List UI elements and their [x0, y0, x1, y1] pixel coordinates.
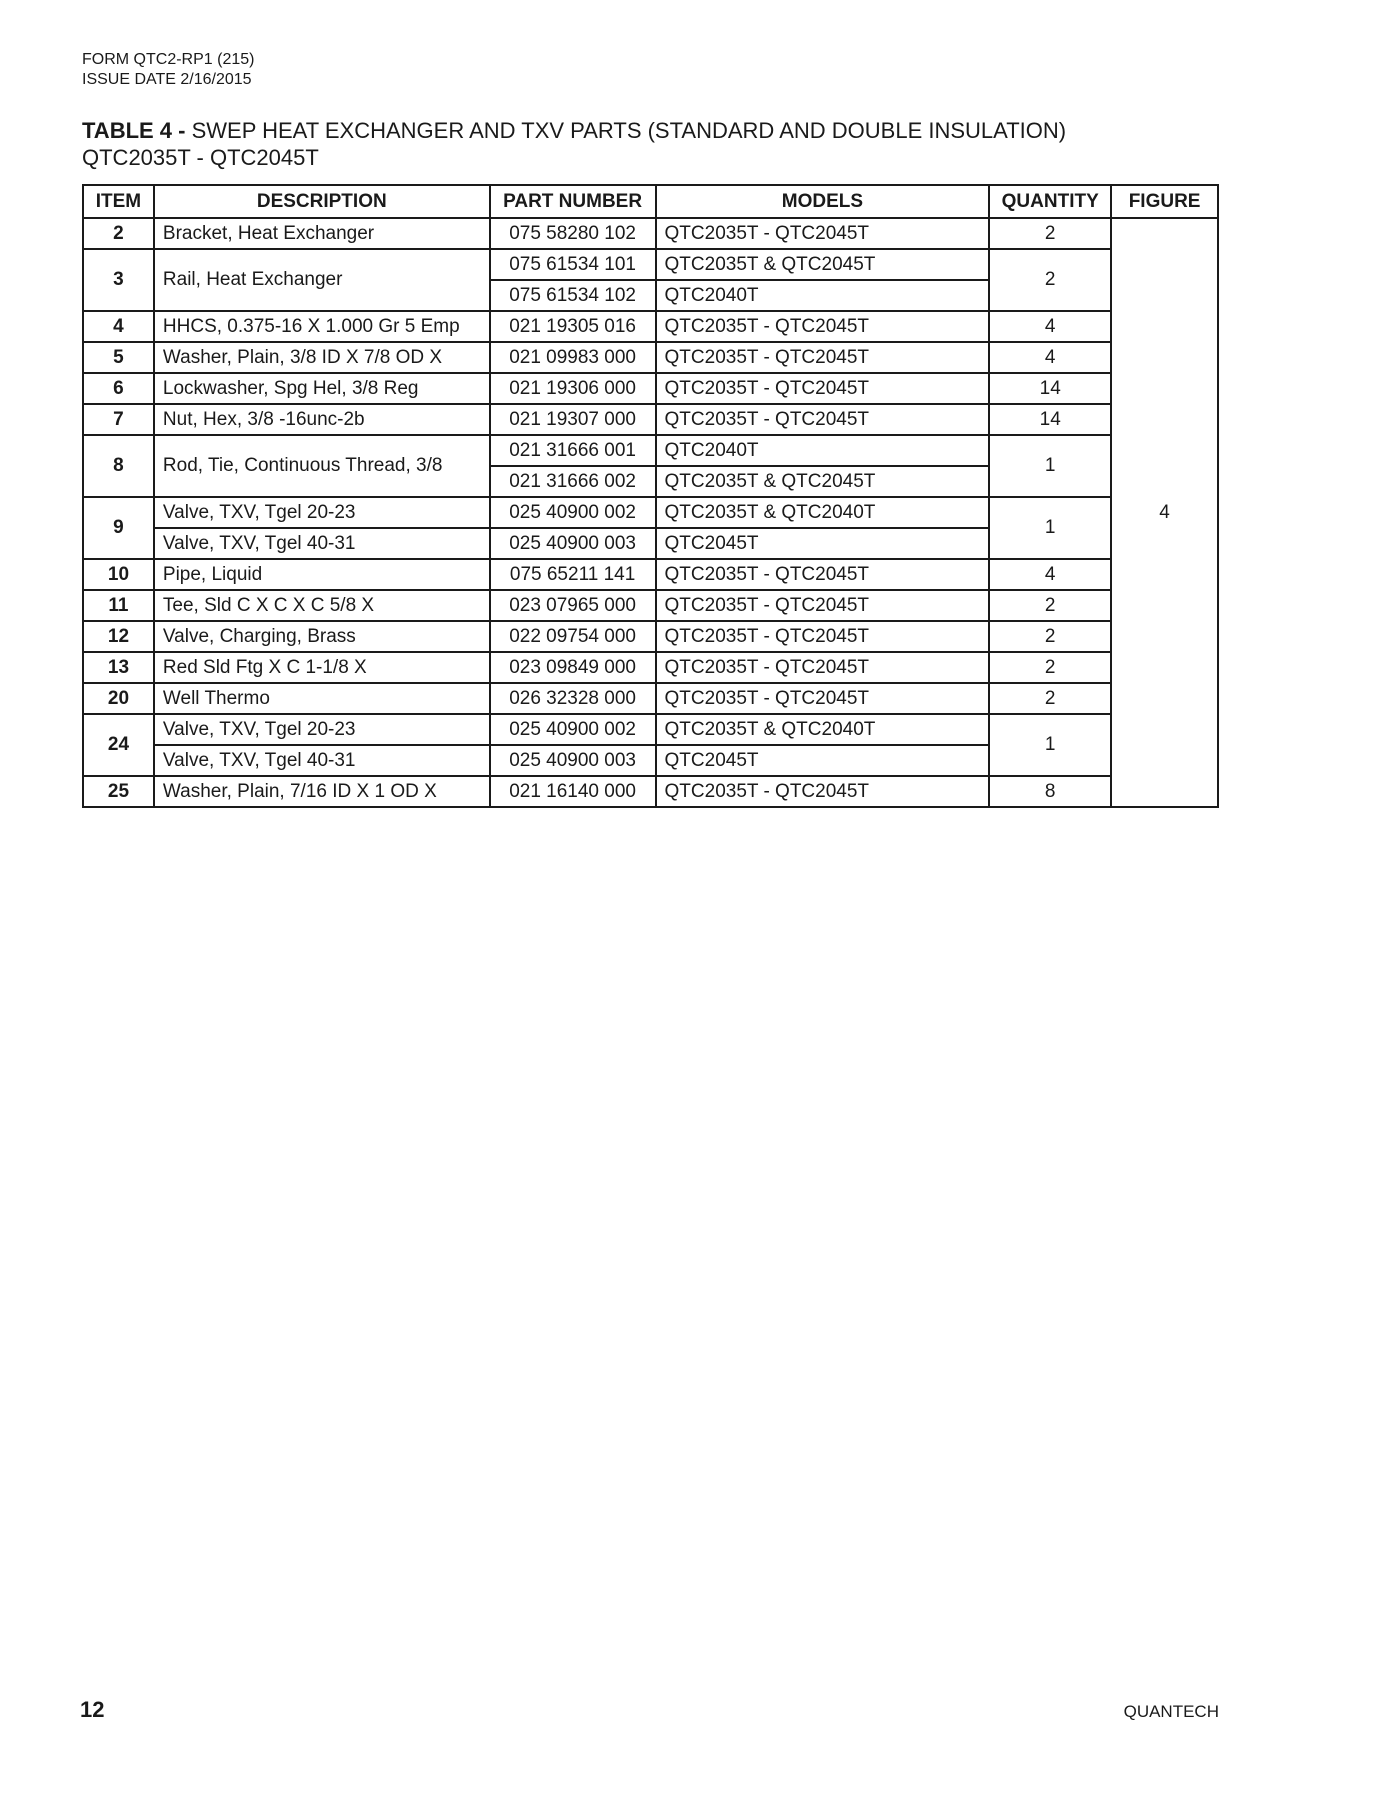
column-header-item: ITEM [83, 185, 154, 218]
models-cell: QTC2035T & QTC2040T [656, 714, 990, 745]
part-number-cell: 021 19305 016 [490, 311, 656, 342]
description-cell: Well Thermo [154, 683, 490, 714]
column-header-quantity: QUANTITY [989, 185, 1111, 218]
part-number-cell: 021 19306 000 [490, 373, 656, 404]
models-cell: QTC2035T - QTC2045T [656, 683, 990, 714]
description-cell: Valve, TXV, Tgel 40-31 [154, 745, 490, 776]
quantity-cell: 4 [989, 342, 1111, 373]
table-body [83, 218, 1218, 807]
table-row [83, 559, 1218, 590]
part-number-cell: 021 19307 000 [490, 404, 656, 435]
part-number-cell: 025 40900 003 [490, 528, 656, 559]
part-number-cell: 025 40900 002 [490, 714, 656, 745]
column-header-models: MODELS [656, 185, 990, 218]
table-row [83, 373, 1218, 404]
models-cell: QTC2035T & QTC2045T [656, 249, 990, 280]
quantity-cell: 2 [989, 218, 1111, 249]
models-cell: QTC2035T & QTC2040T [656, 497, 990, 528]
description-cell: Valve, TXV, Tgel 20-23 [154, 497, 490, 528]
models-cell: QTC2035T - QTC2045T [656, 373, 990, 404]
parts-table [82, 184, 1219, 808]
table-row [83, 342, 1218, 373]
item-number-cell: 3 [83, 249, 154, 311]
quantity-cell: 1 [989, 714, 1111, 776]
table-row [83, 652, 1218, 683]
item-number-cell: 13 [83, 652, 154, 683]
item-number-cell: 24 [83, 714, 154, 776]
table-row [83, 311, 1218, 342]
models-cell: QTC2045T [656, 745, 990, 776]
models-cell: QTC2035T - QTC2045T [656, 776, 990, 807]
form-number: FORM QTC2-RP1 (215) [82, 51, 255, 68]
quantity-cell: 4 [989, 559, 1111, 590]
part-number-cell: 075 61534 101 [490, 249, 656, 280]
part-number-cell: 021 09983 000 [490, 342, 656, 373]
column-header-description: DESCRIPTION [154, 185, 490, 218]
description-cell: Valve, Charging, Brass [154, 621, 490, 652]
part-number-cell: 021 31666 001 [490, 435, 656, 466]
table-header-row [83, 185, 1218, 218]
table-row [83, 621, 1218, 652]
quantity-cell: 14 [989, 373, 1111, 404]
item-number-cell: 6 [83, 373, 154, 404]
part-number-cell: 075 61534 102 [490, 280, 656, 311]
description-cell: Rail, Heat Exchanger [154, 249, 490, 311]
description-cell: Red Sld Ftg X C 1-1/8 X [154, 652, 490, 683]
models-cell: QTC2035T - QTC2045T [656, 404, 990, 435]
description-cell: Valve, TXV, Tgel 40-31 [154, 528, 490, 559]
quantity-cell: 2 [989, 590, 1111, 621]
description-cell: Rod, Tie, Continuous Thread, 3/8 [154, 435, 490, 497]
table-title [82, 117, 1066, 171]
models-cell: QTC2035T - QTC2045T [656, 342, 990, 373]
table-row [83, 435, 1218, 466]
part-number-cell: 026 32328 000 [490, 683, 656, 714]
item-number-cell: 10 [83, 559, 154, 590]
part-number-cell: 025 40900 003 [490, 745, 656, 776]
description-cell: Nut, Hex, 3/8 -16unc-2b [154, 404, 490, 435]
quantity-cell: 8 [989, 776, 1111, 807]
table-title-text: SWEP HEAT EXCHANGER AND TXV PARTS (STANDARD AND DOUBLE INSULATION) [185, 118, 1067, 143]
form-header [82, 50, 254, 90]
models-cell: QTC2035T - QTC2045T [656, 311, 990, 342]
part-number-cell: 023 07965 000 [490, 590, 656, 621]
item-number-cell: 25 [83, 776, 154, 807]
models-cell: QTC2035T - QTC2045T [656, 218, 990, 249]
models-cell: QTC2035T & QTC2045T [656, 466, 990, 497]
description-cell: Pipe, Liquid [154, 559, 490, 590]
table-row [83, 497, 1218, 528]
table-row [83, 404, 1218, 435]
table-row [83, 714, 1218, 745]
item-number-cell: 8 [83, 435, 154, 497]
table-title-models: QTC2035T - QTC2045T [82, 145, 319, 170]
item-number-cell: 11 [83, 590, 154, 621]
column-header-part-number: PART NUMBER [490, 185, 656, 218]
quantity-cell: 2 [989, 621, 1111, 652]
table-title-label: TABLE 4 - [82, 118, 186, 143]
quantity-cell: 2 [989, 249, 1111, 311]
models-cell: QTC2035T - QTC2045T [656, 652, 990, 683]
quantity-cell: 2 [989, 652, 1111, 683]
models-cell: QTC2035T - QTC2045T [656, 621, 990, 652]
description-cell: Lockwasher, Spg Hel, 3/8 Reg [154, 373, 490, 404]
quantity-cell: 1 [989, 497, 1111, 559]
table-row [83, 776, 1218, 807]
table-row [83, 249, 1218, 280]
description-cell: HHCS, 0.375-16 X 1.000 Gr 5 Emp [154, 311, 490, 342]
part-number-cell: 021 31666 002 [490, 466, 656, 497]
issue-date: ISSUE DATE 2/16/2015 [82, 71, 252, 88]
description-cell: Tee, Sld C X C X C 5/8 X [154, 590, 490, 621]
models-cell: QTC2040T [656, 280, 990, 311]
models-cell: QTC2035T - QTC2045T [656, 559, 990, 590]
figure-cell: 4 [1111, 218, 1218, 807]
models-cell: QTC2035T - QTC2045T [656, 590, 990, 621]
item-number-cell: 2 [83, 218, 154, 249]
description-cell: Washer, Plain, 7/16 ID X 1 OD X [154, 776, 490, 807]
table-row [83, 218, 1218, 249]
table-row [83, 683, 1218, 714]
quantity-cell: 4 [989, 311, 1111, 342]
item-number-cell: 5 [83, 342, 154, 373]
part-number-cell: 022 09754 000 [490, 621, 656, 652]
part-number-cell: 021 16140 000 [490, 776, 656, 807]
table-row [83, 590, 1218, 621]
column-header-figure: FIGURE [1111, 185, 1218, 218]
models-cell: QTC2040T [656, 435, 990, 466]
page-number: 12 [80, 1697, 105, 1722]
quantity-cell: 14 [989, 404, 1111, 435]
item-number-cell: 9 [83, 497, 154, 559]
part-number-cell: 025 40900 002 [490, 497, 656, 528]
description-cell: Bracket, Heat Exchanger [154, 218, 490, 249]
item-number-cell: 12 [83, 621, 154, 652]
item-number-cell: 20 [83, 683, 154, 714]
brand-name: QUANTECH [1123, 1702, 1219, 1721]
description-cell: Washer, Plain, 3/8 ID X 7/8 OD X [154, 342, 490, 373]
models-cell: QTC2045T [656, 528, 990, 559]
description-cell: Valve, TXV, Tgel 20-23 [154, 714, 490, 745]
item-number-cell: 7 [83, 404, 154, 435]
quantity-cell: 2 [989, 683, 1111, 714]
part-number-cell: 075 65211 141 [490, 559, 656, 590]
part-number-cell: 075 58280 102 [490, 218, 656, 249]
quantity-cell: 1 [989, 435, 1111, 497]
part-number-cell: 023 09849 000 [490, 652, 656, 683]
item-number-cell: 4 [83, 311, 154, 342]
